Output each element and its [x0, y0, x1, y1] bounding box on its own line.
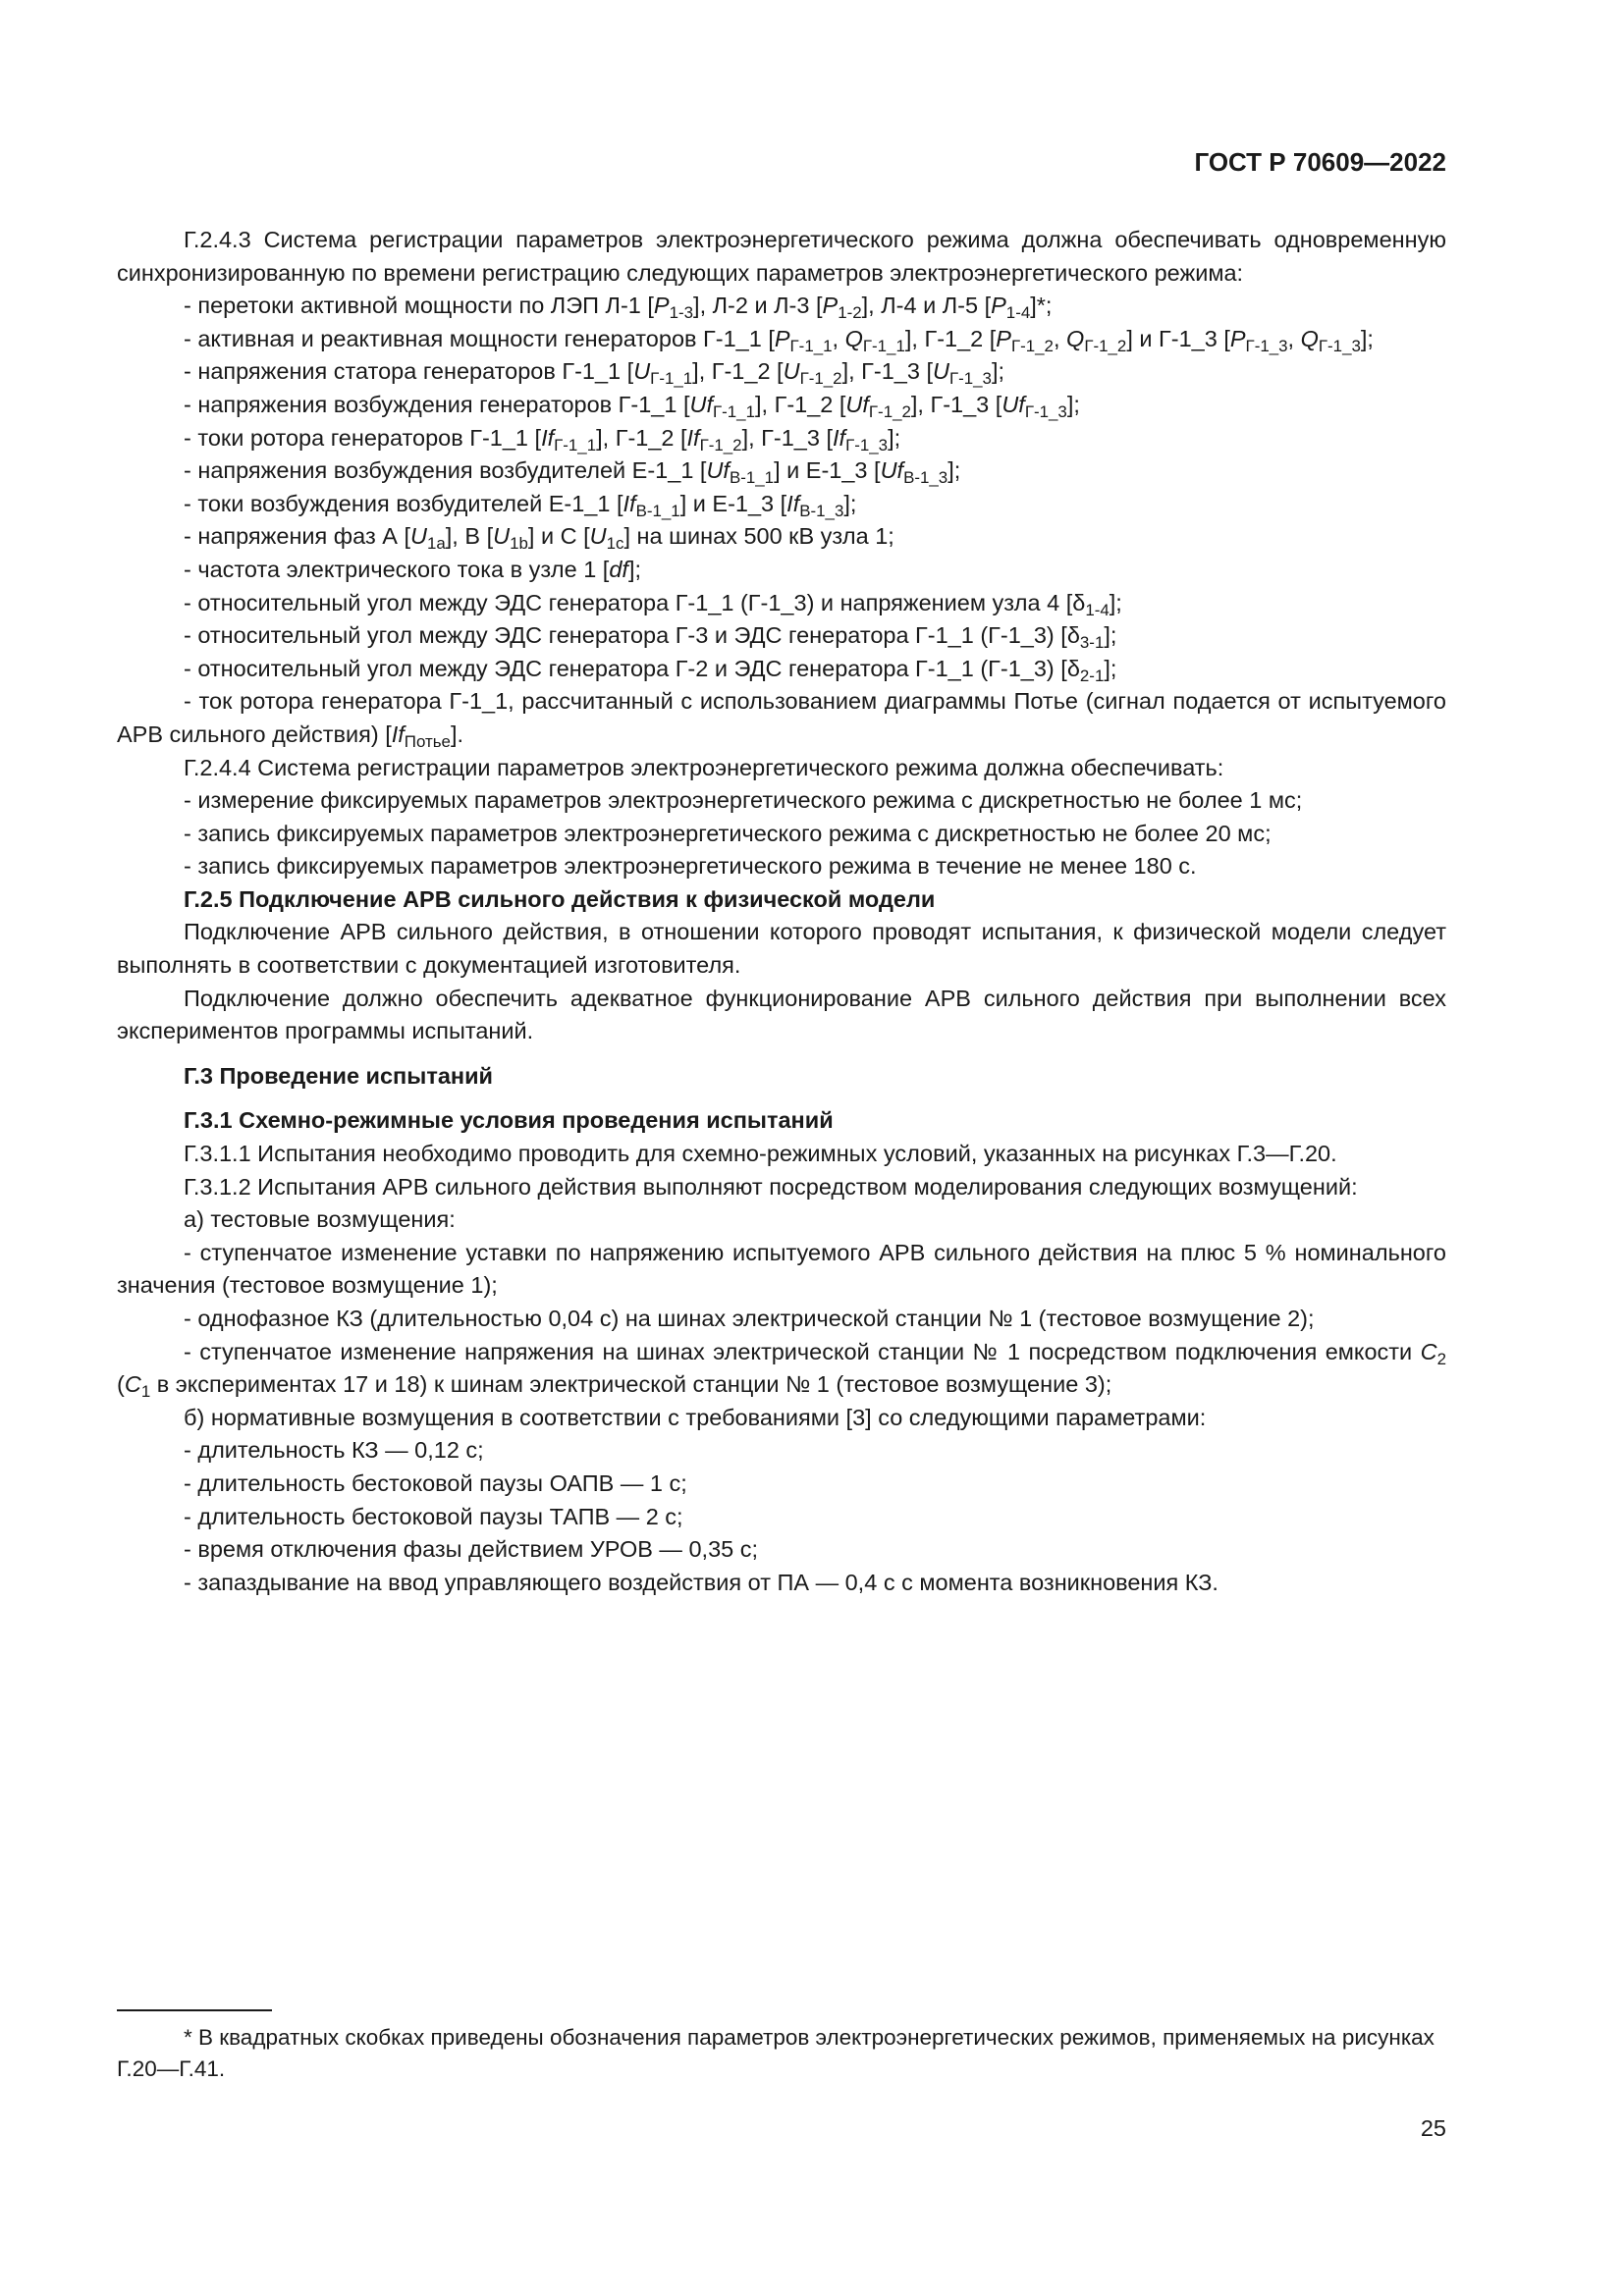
standard-header: ГОСТ Р 70609—2022: [1194, 147, 1446, 177]
heading-g31: Г.3.1 Схемно-режимные условия проведения испытаний: [184, 1107, 834, 1134]
paragraph-g25-2: Подключение должно обеспечить адекватное функционирование АРВ сильного действия при выполнении всех экспериментов программы испытаний.: [117, 985, 1446, 1044]
list-label-b: б) нормативные возмущения в соответствии с требованиями [3] со следующими параметрами:: [184, 1404, 1207, 1430]
footnote: [117, 2022, 1446, 2085]
heading-g25: Г.2.5 Подключение АРВ сильного действия к физической модели: [184, 885, 936, 912]
list-item-exciter-current: - токи возбуждения возбудителей Е-1_1 $[If_{В-1\_1}]$ и Е-1_3 $[If_{В-1\_3}]$;: [184, 490, 857, 520]
list-item-g244-1: - измерение фиксируемых параметров электроэнергетического режима с дискретностью не более 1 мс;: [184, 787, 1303, 814]
list-label-a: а) тестовые возмущения:: [184, 1206, 456, 1233]
list-item-power-flows: - перетоки активной мощности по ЛЭП Л-1 $[P_{1-3}]$, Л-2 и Л-3 $[P_{1-2}]$, Л-4 и Л-5 $[P_{1-4}]*$;: [184, 293, 1053, 323]
list-item-test-2: - однофазное КЗ (длительностью 0,04 с) на шинах электрической станции № 1 (тестовое возмущение 2);: [184, 1306, 1315, 1331]
list-item-frequency: - частота электрического тока в узле 1 [df];: [184, 556, 642, 582]
list-item-param-4: - время отключения фазы действием УРОВ — 0,35 с;: [184, 1536, 759, 1563]
list-item-rotor-current: - токи ротора генераторов Г-1_1 $[If_{Г-1\_1}]$, Г-1_2 $[If_{Г-1\_2}]$, Г-1_3 $[If_{Г-1\_3}]$;: [184, 424, 901, 454]
list-item-g244-3: - запись фиксируемых параметров электроэнергетического режима в течение не менее 180 с.: [184, 853, 1197, 880]
list-item-g244-2: - запись фиксируемых параметров электроэнергетического режима с дискретностью не более 20 мс;: [184, 820, 1272, 846]
list-item-exciter-voltage: - напряжения возбуждения возбудителей Е-1_1 $[Uf_{В-1\_1}]$ и Е-1_3 $[Uf_{В-1\_3}]$;: [184, 457, 961, 488]
body-text: [117, 224, 1446, 1599]
list-item-param-2: - длительность бестоковой паузы ОАПВ — 1 с;: [184, 1469, 687, 1496]
paragraph-g243-intro: Г.2.4.3 Система регистрации параметров электроэнергетического режима должна обеспечивать одновременную синхронизированную по времени регистрацию следующих параметров электроэнергетического режима:: [117, 227, 1446, 286]
footnote-divider: [117, 2009, 272, 2011]
list-item-param-5: - запаздывание на ввод управляющего воздействия от ПА — 0,4 с с момента возникновения КЗ.: [184, 1569, 1218, 1595]
heading-g3: Г.3 Проведение испытаний: [184, 1062, 493, 1089]
paragraph-g25-1: Подключение АРВ сильного действия, в отношении которого проводят испытания, к физической модели следует выполнять в соответствии с документацией изготовителя.: [117, 919, 1446, 979]
list-item-potier-current: - ток ротора генератора Г-1_1, рассчитанный с использованием диаграммы Потье (сигнал подается от испытуемого АРВ сильного действия) $[If_{Потье}]$.: [117, 688, 1446, 751]
list-item-test-1: - ступенчатое изменение уставки по напряжению испытуемого АРВ сильного действия на плюс 5 % номинального значения (тестовое возмущение 1);: [117, 1239, 1446, 1299]
page-number: 25: [1420, 2115, 1446, 2141]
list-item-stator-voltage: - напряжения статора генераторов Г-1_1 $[U_{Г-1\_1}]$, Г-1_2 $[U_{Г-1\_2}]$, Г-1_3 $[U_{Г-1\_3}]$;: [184, 358, 1005, 389]
footnote-text: * В квадратных скобках приведены обозначения параметров электроэнергетических режимов, применяемых на рисунках Г.20—Г.41.: [117, 2025, 1435, 2081]
list-item-test-3: - ступенчатое изменение напряжения на шинах электрической станции № 1 посредством подключения емкости $C_2$ ($C_1$ в экспериментах 17 и 18) к шинам электрической станции № 1 (тестовое возмущение 3);: [117, 1338, 1446, 1402]
list-item-phase-voltage: - напряжения фаз А $[U_{1a}]$, В $[U_{1b}]$ и С $[U_{1c}]$ на шинах 500 кВ узла 1;: [184, 523, 894, 554]
list-item-angle-3: - относительный угол между ЭДС генератора Г-2 и ЭДС генератора Г-1_1 (Г-1_3) $[\delta_{2-1}]$;: [184, 655, 1117, 685]
list-item-param-1: - длительность КЗ — 0,12 с;: [184, 1437, 484, 1464]
paragraph-g311: Г.3.1.1 Испытания необходимо проводить для схемно-режимных условий, указанных на рисунках Г.3—Г.20.: [184, 1141, 1337, 1167]
list-item-param-3: - длительность бестоковой паузы ТАПВ — 2 с;: [184, 1503, 683, 1529]
paragraph-g244-intro: Г.2.4.4 Система регистрации параметров электроэнергетического режима должна обеспечивать:: [184, 754, 1224, 780]
paragraph-g312: Г.3.1.2 Испытания АРВ сильного действия выполняют посредством моделирования следующих возмущений:: [184, 1173, 1358, 1200]
list-item-angle-2: - относительный угол между ЭДС генератора Г-3 и ЭДС генератора Г-1_1 (Г-1_3) $[\delta_{3-1}]$;: [184, 622, 1117, 653]
list-item-angle-1: - относительный угол между ЭДС генератора Г-1_1 (Г-1_3) и напряжением узла 4 $[\delta_{1-4}]$;: [184, 589, 1122, 619]
list-item-generator-powers: - активная и реактивная мощности генераторов Г-1_1 [$P_{Г-1\_1}$, $Q_{Г-1\_1}$], Г-1_2 [$P_{Г-1\_2}$, $Q_{Г-1\_2}$] и Г-1_3 [$P_{Г-1\_3}$, $Q_{Г-1\_3}$];: [184, 325, 1374, 355]
list-item-excitation-voltage: - напряжения возбуждения генераторов Г-1_1 $[Uf_{Г-1\_1}]$, Г-1_2 $[Uf_{Г-1\_2}]$, Г-1_3 $[Uf_{Г-1\_3}]$;: [184, 391, 1080, 422]
